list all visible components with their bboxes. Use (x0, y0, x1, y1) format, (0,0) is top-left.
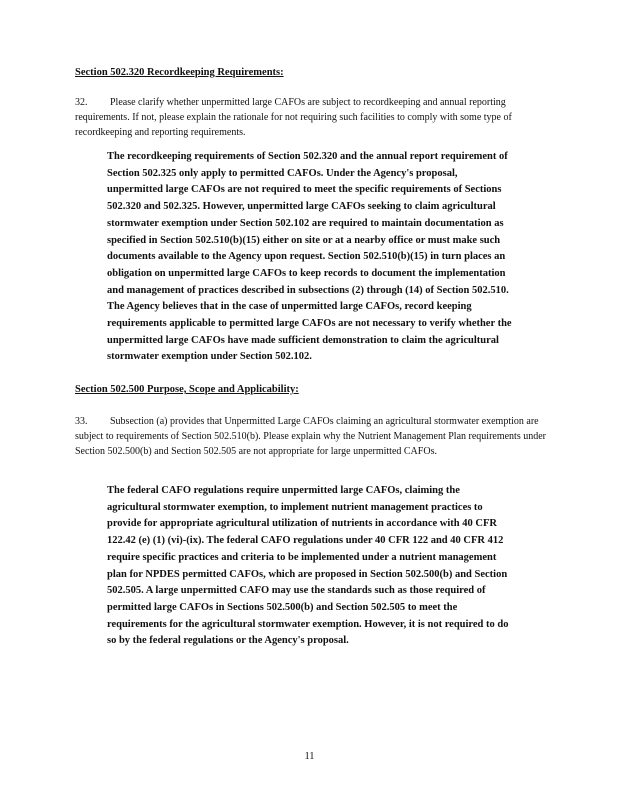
answer-33: The federal CAFO regulations require unpermitted large CAFOs, claiming the agricultural stormwater exemption, to implement nutrient management practices to provide for appropriate agricultural utilization of nutrients in accordance with 40 CFR 122.42 (e) (1) (vi)-(ix). The federal CAFO regulations under 40 CFR 122 and 40 CFR 412 require specific practices and criteria to be implemented under a nutrient management plan for NPDES permitted CAFOs, which are proposed in Section 502.500(b) and Section 502.505. A large unpermitted CAFO may use the standards such as those required of permitted large CAFOs in Sections 502.500(b) and Section 502.505 to meet the requirements for the agricultural stormwater exemption. However, it is not required to do so by the federal regulations or the Agency's proposal. (107, 485, 509, 647)
question-number: 33. (75, 416, 88, 427)
question-text: Please clarify whether unpermitted large CAFOs are subject to recordkeeping and annual reporting requirements. If not, please explain the rationale for not requiring such facilities to comply with some type of recordkeeping and reporting requirements. (75, 97, 512, 138)
question-33 (75, 414, 547, 459)
section-heading-502-320: Section 502.320 Recordkeeping Requirements: (75, 67, 284, 78)
answer-32: The recordkeeping requirements of Section 502.320 and the annual report requirement of Section 502.325 only apply to permitted CAFOs. Under the Agency's proposal, unpermitted large CAFOs are not required to meet the specific requirements of Sections 502.320 and 502.325. However, unpermitted large CAFOs seeking to claim agricultural stormwater exemption under Section 502.102 are required to maintain documentation as specified in Section 502.510(b)(15) either on site or at a nearby office or must make such documents available to the Agency upon request. Section 502.510(b)(15) in turn places an obligation on unpermitted large CAFOs to keep records to document the implementation and management of practices described in subsections (2) through (14) of Section 502.510. The Agency believes that in the case of unpermitted large CAFOs, record keeping requirements applicable to permitted large CAFOs are not necessary to verify whether the unpermitted large CAFOs have made sufficient demonstration to claim the agricultural stormwater exemption under Section 502.102. (107, 151, 512, 363)
page-number: 11 (304, 751, 315, 762)
question-number: 32. (75, 97, 88, 108)
section-heading-502-500: Section 502.500 Purpose, Scope and Applicability: (75, 384, 299, 395)
question-text: Subsection (a) provides that Unpermitted Large CAFOs claiming an agricultural stormwater exemption are subject to requirements of Section 502.510(b). Please explain why the Nutrient Management Plan requirements under Section 502.500(b) and Section 502.505 are not appropriate for large unpermitted CAFOs. (75, 416, 546, 457)
question-32 (75, 95, 547, 140)
